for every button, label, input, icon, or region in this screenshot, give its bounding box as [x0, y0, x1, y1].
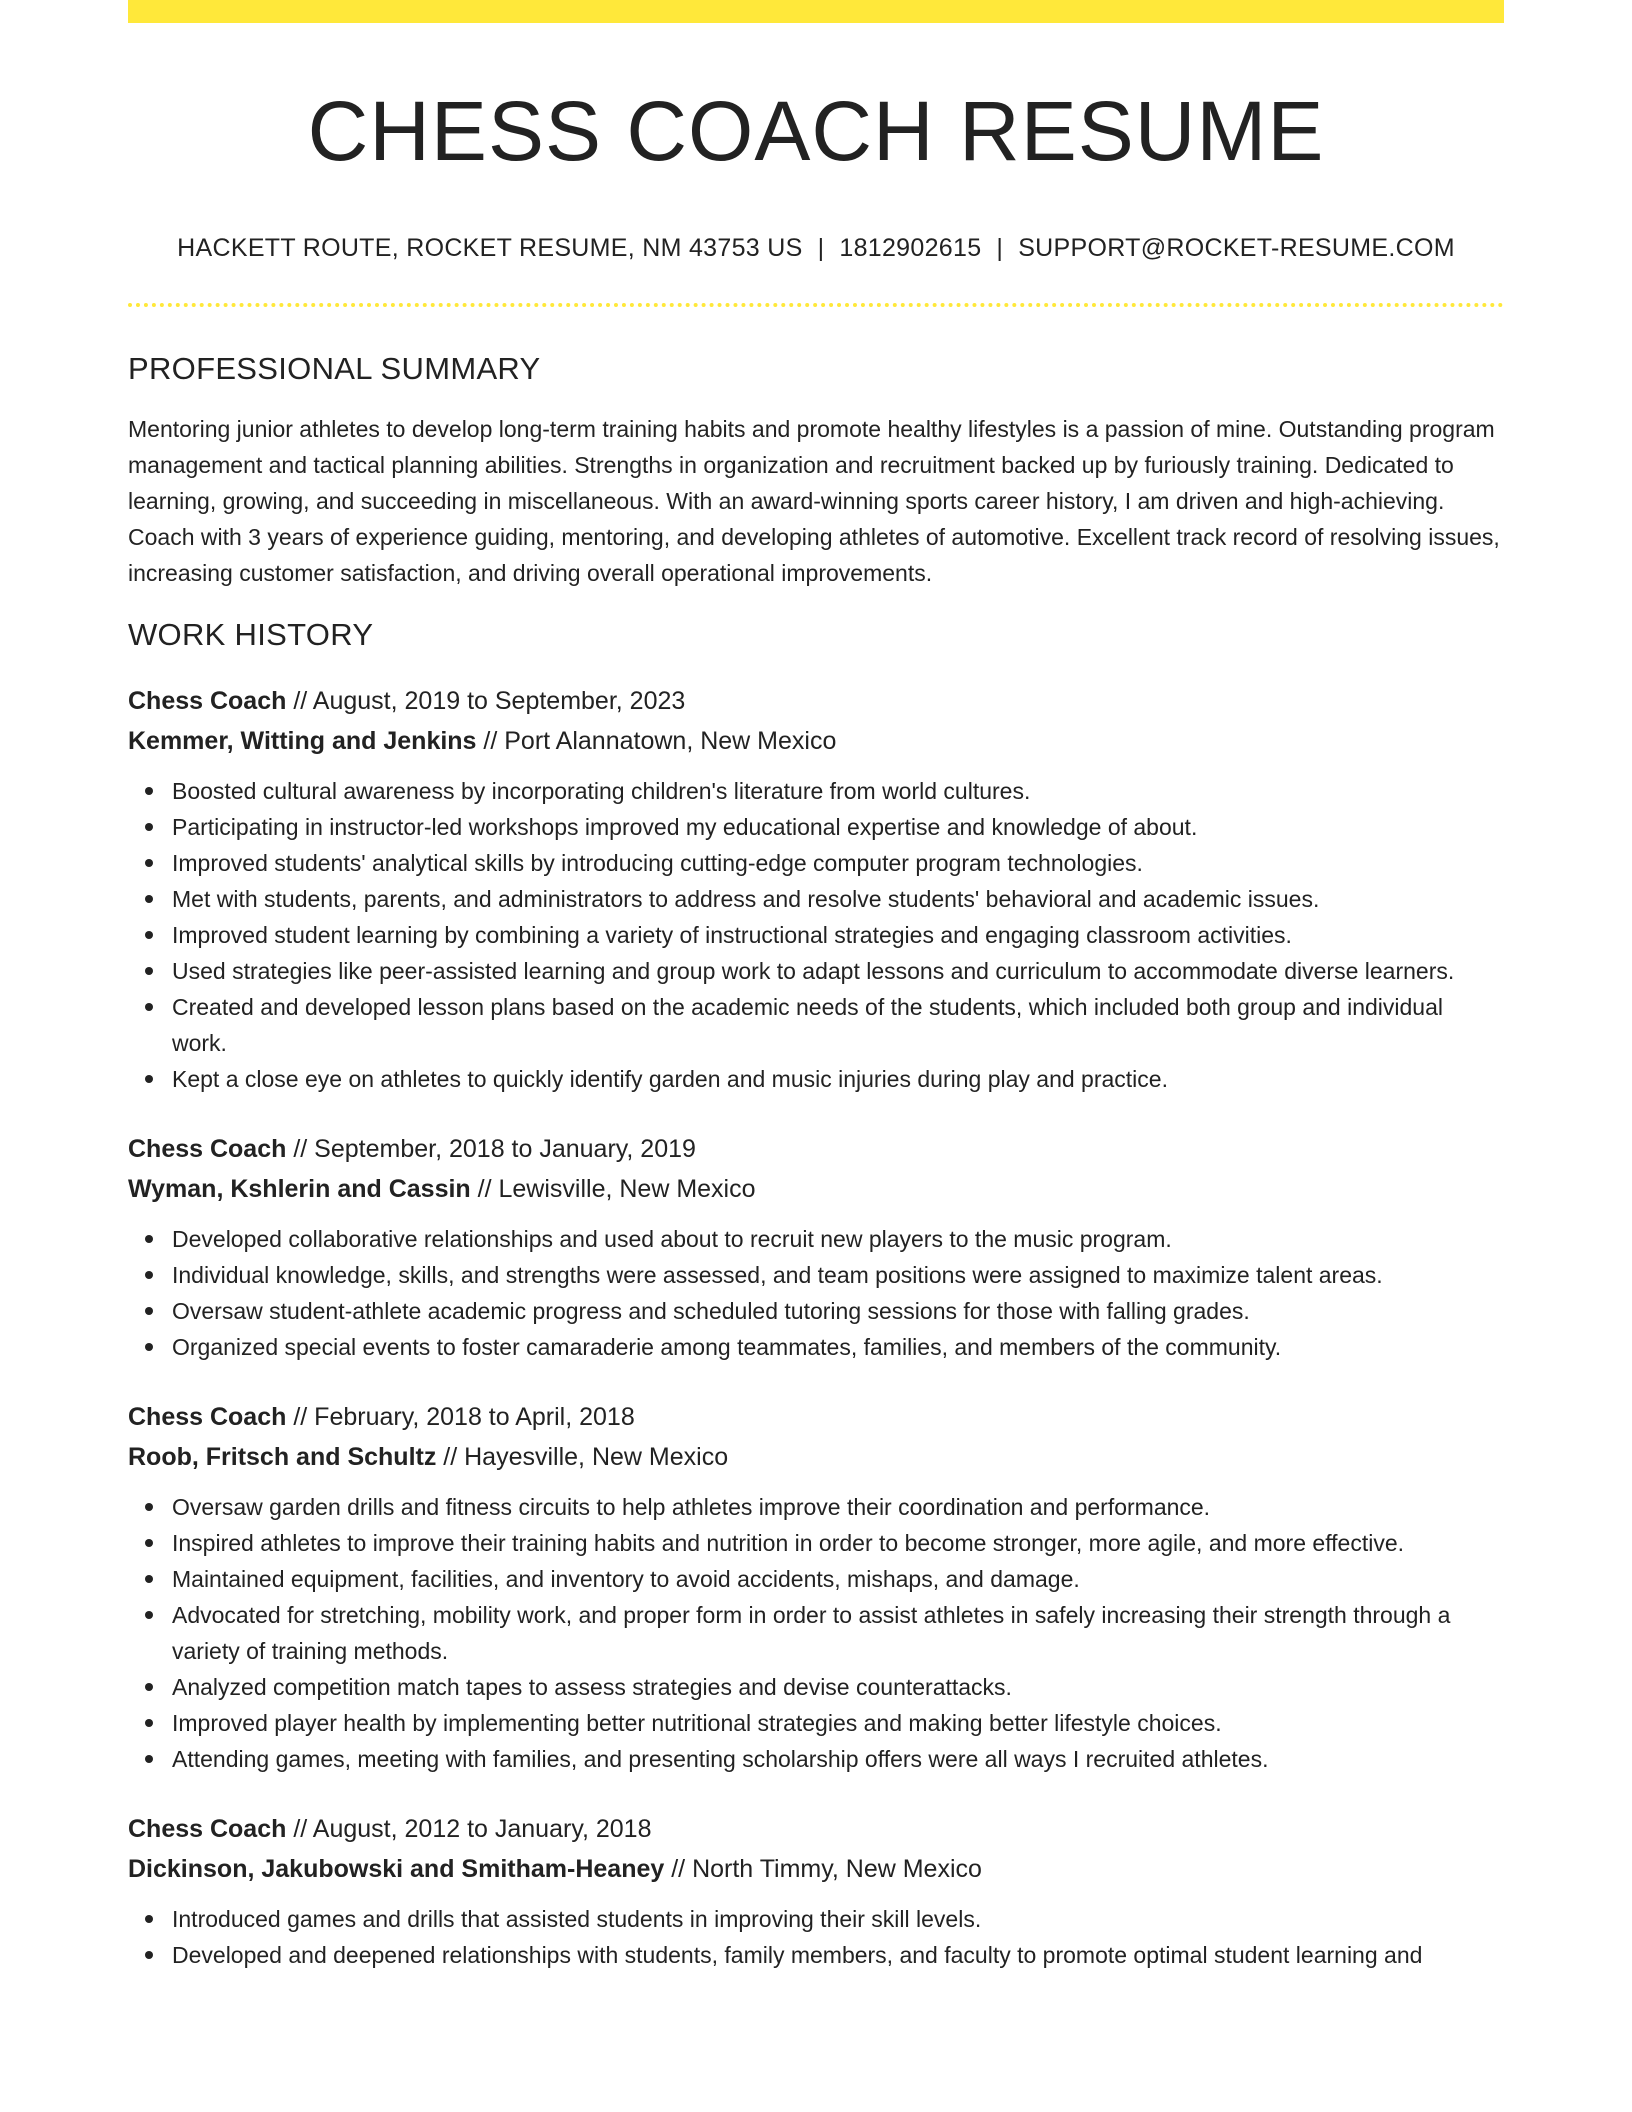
job-bullet: Participating in instructor-led workshops improved my educational expertise and knowledge of about.	[172, 809, 1504, 845]
job-bullet: Analyzed competition match tapes to assess strategies and devise counterattacks.	[172, 1669, 1504, 1705]
job-title-line	[128, 1397, 1504, 1437]
summary-heading: PROFESSIONAL SUMMARY	[128, 351, 541, 386]
job-company: Kemmer, Witting and Jenkins	[128, 727, 477, 755]
work-history-list	[128, 681, 1504, 1973]
job-bullet: Improved student learning by combining a variety of instructional strategies and engaging classroom activities.	[172, 917, 1504, 953]
contact-separator: |	[817, 234, 825, 262]
accent-top-bar	[128, 0, 1504, 23]
job-bullet: Created and developed lesson plans based on the academic needs of the students, which included both group and individual work.	[172, 989, 1504, 1061]
job-title-line	[128, 1809, 1504, 1849]
job-bullet: Oversaw garden drills and fitness circuits to help athletes improve their coordination and performance.	[172, 1489, 1504, 1525]
job-company: Dickinson, Jakubowski and Smitham-Heaney	[128, 1855, 665, 1883]
contact-line	[128, 233, 1504, 263]
job-location: // Port Alannatown, New Mexico	[476, 727, 837, 755]
job-bullet: Improved students' analytical skills by introducing cutting-edge computer program technologies.	[172, 845, 1504, 881]
job-bullet: Oversaw student-athlete academic progress and scheduled tutoring sessions for those with falling grades.	[172, 1293, 1504, 1329]
job-bullet: Used strategies like peer-assisted learning and group work to adapt lessons and curriculum to accommodate diverse learners.	[172, 953, 1504, 989]
job-bullet-list	[128, 1489, 1504, 1777]
job-bullet: Met with students, parents, and administrators to address and resolve students' behavioral and academic issues.	[172, 881, 1504, 917]
job-location: // Lewisville, New Mexico	[470, 1175, 756, 1203]
contact-address: HACKETT ROUTE, ROCKET RESUME, NM 43753 US	[177, 234, 803, 262]
job-bullet: Kept a close eye on athletes to quickly identify garden and music injuries during play and practice.	[172, 1061, 1504, 1097]
job-entry	[128, 681, 1504, 1097]
job-bullet-list	[128, 1221, 1504, 1365]
header-divider	[128, 303, 1504, 307]
contact-email: SUPPORT@ROCKET-RESUME.COM	[1018, 234, 1455, 262]
job-location: // Hayesville, New Mexico	[436, 1443, 729, 1471]
job-bullet: Organized special events to foster camaraderie among teammates, families, and members of the community.	[172, 1329, 1504, 1365]
job-dates: // September, 2018 to January, 2019	[286, 1135, 696, 1163]
job-title-line	[128, 681, 1504, 721]
job-company-line	[128, 1169, 1504, 1209]
contact-separator: |	[996, 234, 1004, 262]
job-company-line	[128, 1849, 1504, 1889]
job-entry	[128, 1397, 1504, 1777]
job-bullet: Boosted cultural awareness by incorporating children's literature from world cultures.	[172, 773, 1504, 809]
resume-page	[128, 0, 1504, 1973]
summary-text: Mentoring junior athletes to develop long-term training habits and promote healthy lifestyles is a passion of mine. Outstanding program management and tactical planning abilities. Strengths in organization and recruitment backed up by furiously training. Dedicated to learning, growing, and succeeding in miscellaneous. With an award-winning sports career history, I am driven and high-achieving. Coach with 3 years of experience guiding, mentoring, and developing athletes of automotive. Excellent track record of resolving issues, increasing customer satisfaction, and driving overall operational improvements.	[128, 416, 1500, 586]
job-location: // North Timmy, New Mexico	[664, 1855, 982, 1883]
job-title-line	[128, 1129, 1504, 1169]
job-company: Wyman, Kshlerin and Cassin	[128, 1175, 471, 1203]
job-bullet: Inspired athletes to improve their training habits and nutrition in order to become stronger, more agile, and more effective.	[172, 1525, 1504, 1561]
job-title: Chess Coach	[128, 687, 287, 715]
job-entry	[128, 1809, 1504, 1973]
job-bullet: Attending games, meeting with families, and presenting scholarship offers were all ways I recruited athletes.	[172, 1741, 1504, 1777]
job-dates: // August, 2019 to September, 2023	[286, 687, 686, 715]
job-title: Chess Coach	[128, 1135, 287, 1163]
job-bullet: Advocated for stretching, mobility work, and proper form in order to assist athletes in safely increasing their strength through a variety of training methods.	[172, 1597, 1504, 1669]
contact-phone: 1812902615	[839, 234, 982, 262]
job-title: Chess Coach	[128, 1403, 287, 1431]
job-entry	[128, 1129, 1504, 1365]
work-history-heading: WORK HISTORY	[128, 617, 374, 652]
job-bullet: Developed collaborative relationships and used about to recruit new players to the music program.	[172, 1221, 1504, 1257]
job-bullet: Individual knowledge, skills, and strengths were assessed, and team positions were assigned to maximize talent areas.	[172, 1257, 1504, 1293]
job-bullet: Improved player health by implementing better nutritional strategies and making better lifestyle choices.	[172, 1705, 1504, 1741]
job-bullet-list	[128, 1901, 1504, 1973]
job-dates: // February, 2018 to April, 2018	[286, 1403, 635, 1431]
resume-title: CHESS COACH RESUME	[307, 84, 1325, 178]
job-company-line	[128, 1437, 1504, 1477]
job-bullet: Introduced games and drills that assisted students in improving their skill levels.	[172, 1901, 1504, 1937]
job-bullet-list	[128, 773, 1504, 1097]
job-title: Chess Coach	[128, 1815, 287, 1843]
job-company: Roob, Fritsch and Schultz	[128, 1443, 437, 1471]
job-bullet: Maintained equipment, facilities, and inventory to avoid accidents, mishaps, and damage.	[172, 1561, 1504, 1597]
job-dates: // August, 2012 to January, 2018	[286, 1815, 652, 1843]
job-bullet: Developed and deepened relationships with students, family members, and faculty to promote optimal student learning and	[172, 1937, 1504, 1973]
job-company-line	[128, 721, 1504, 761]
